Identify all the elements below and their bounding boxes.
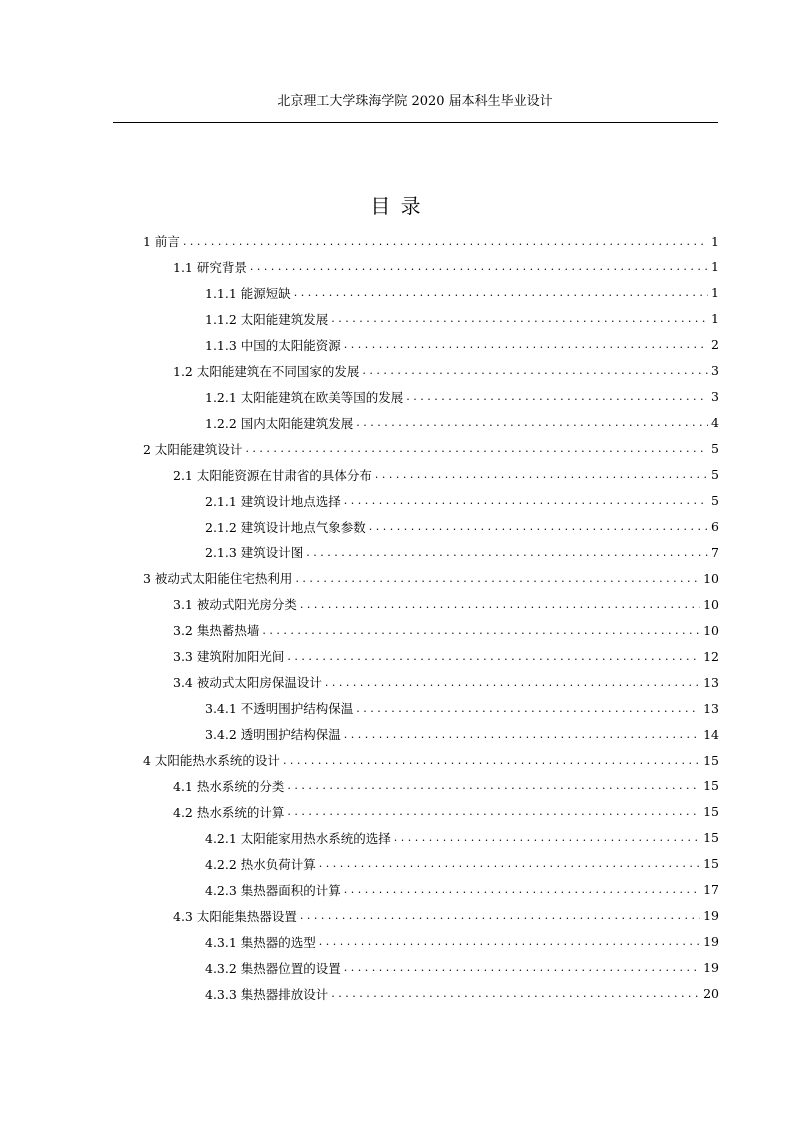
toc-dot-leader [406,390,708,403]
toc-entry-label: 2.1 太阳能资源在甘肃省的具体分布 [173,467,372,483]
toc-entry-page-number: 5 [711,467,719,482]
toc-dot-leader [294,286,708,299]
toc-entry-label: 1.1.1 能源短缺 [205,285,291,301]
toc-dot-leader [344,338,708,351]
toc-dot-leader [375,468,708,481]
toc-entry-label: 1 前言 [143,234,180,249]
toc-entry-page-number: 2 [711,337,719,353]
toc-entry[interactable] [205,491,719,511]
toc-entry-label: 3.3 建筑附加阳光间 [173,649,285,665]
toc-dot-leader [319,935,700,948]
toc-dot-leader [300,909,700,922]
toc-entry[interactable] [173,465,719,485]
toc-entry[interactable] [205,413,719,433]
toc-entry-page-number: 1 [711,259,719,275]
toc-entry-label: 1.2.2 国内太阳能建筑发展 [205,415,354,431]
toc-entry-page-number: 15 [703,856,719,872]
toc-dot-leader [287,650,700,663]
page-title: 目 录 [370,194,423,218]
toc-dot-leader [331,312,708,325]
toc-entry[interactable] [205,517,719,537]
toc-entry-page-number: 15 [703,778,719,794]
toc-entry[interactable] [173,776,719,796]
toc-entry-page-number: 15 [703,830,719,846]
toc-entry[interactable] [205,984,719,1004]
toc-dot-leader [344,494,708,507]
toc-entry-page-number: 1 [711,311,719,327]
toc-entry[interactable] [205,828,719,848]
toc-dot-leader [250,260,708,273]
toc-entry-label: 1.2.1 太阳能建筑在欧美等国的发展 [205,389,404,405]
toc-entry-label: 3.1 被动式阳光房分类 [173,597,297,613]
toc-entry-label: 3.4 被动式太阳房保温设计 [173,675,322,691]
toc-entry-page-number: 1 [711,233,719,249]
toc-dot-leader [300,598,700,611]
toc-entry[interactable] [205,932,719,952]
toc-entry-page-number: 3 [711,363,719,379]
toc-entry[interactable] [173,646,719,666]
toc-entry[interactable] [173,620,719,640]
toc-dot-leader [306,546,708,559]
toc-entry-page-number: 13 [703,674,719,690]
toc-entry[interactable] [205,542,719,562]
toc-entry-page-number: 5 [711,493,719,508]
toc-entry-label: 3.4.2 透明围护结构保温 [205,727,341,742]
toc-entry-page-number: 12 [703,648,719,664]
toc-entry-label: 1.2 太阳能建筑在不同国家的发展 [173,363,360,379]
toc-entry-label: 2.1.1 建筑设计地点选择 [205,493,341,509]
toc-entry-page-number: 1 [711,285,719,301]
toc-entry[interactable] [205,724,719,744]
toc-dot-leader [394,831,700,844]
toc-entry-page-number: 10 [703,570,719,586]
toc-entry-page-number: 4 [711,415,719,431]
toc-entry-label: 2 太阳能建筑设计 [143,441,243,457]
toc-entry[interactable] [205,309,719,329]
toc-entry[interactable] [205,335,719,355]
toc-entry-label: 1.1 研究背景 [173,259,247,275]
toc-entry-page-number: 3 [711,389,719,405]
toc-entry-label: 4.2 热水系统的计算 [173,804,285,820]
toc-entry[interactable] [205,387,719,407]
toc-entry[interactable] [205,283,719,303]
toc-entry-label: 3.2 集热蓄热墙 [173,623,260,639]
toc-entry-label: 2.1.2 建筑设计地点气象参数 [205,519,366,535]
toc-entry-label: 4 太阳能热水系统的设计 [143,753,280,768]
toc-entry[interactable] [173,594,719,614]
toc-dot-leader [344,728,700,741]
toc-dot-leader [245,442,708,455]
toc-entry[interactable] [173,672,719,692]
toc-entry[interactable] [143,439,719,459]
toc-entry-page-number: 20 [703,986,719,1001]
toc-entry[interactable] [173,361,719,381]
toc-entry-label: 4.3.1 集热器的选型 [205,934,316,950]
toc-entry-label: 4.2.1 太阳能家用热水系统的选择 [205,830,391,846]
toc-entry-page-number: 15 [703,752,719,768]
toc-entry[interactable] [173,257,719,277]
toc-dot-leader [325,676,700,689]
toc-entry[interactable] [173,906,719,926]
toc-dot-leader [319,857,700,870]
toc-entry-label: 4.3.2 集热器位置的设置 [205,960,341,976]
toc-entry-label: 4.3 太阳能集热器设置 [173,908,297,924]
toc-entry-label: 2.1.3 建筑设计图 [205,545,304,561]
toc-entry[interactable] [205,698,719,718]
toc-entry-page-number: 10 [703,622,719,638]
toc-entry[interactable] [143,568,719,588]
toc-entry[interactable] [143,231,719,251]
toc-dot-leader [283,754,700,767]
toc-entry-label: 4.2.2 热水负荷计算 [205,856,316,872]
toc-dot-leader [344,883,700,896]
toc-dot-leader [295,572,700,585]
toc-entry-page-number: 15 [703,804,719,820]
toc-dot-leader [356,416,708,429]
toc-dot-leader [356,702,700,715]
toc-dot-leader [183,235,708,248]
toc-entry-page-number: 7 [711,544,719,560]
toc-entry-label: 3.4.1 不透明围护结构保温 [205,701,354,717]
toc-entry-label: 3 被动式太阳能住宅热利用 [143,571,293,587]
toc-entry-page-number: 10 [703,596,719,612]
toc-entry[interactable] [205,958,719,978]
toc-entry-page-number: 19 [703,908,719,924]
toc-entry-page-number: 19 [703,934,719,950]
toc-entry[interactable] [205,880,719,900]
toc-dot-leader [362,364,708,377]
toc-dot-leader [287,805,700,818]
toc-entry-label: 4.2.3 集热器面积的计算 [205,882,341,898]
toc-entry-page-number: 6 [711,519,719,534]
toc-entry-page-number: 14 [703,726,719,742]
toc-entry-page-number: 13 [703,700,719,716]
toc-entry-page-number: 5 [711,441,719,457]
toc-entry-label: 4.3.3 集热器排放设计 [205,986,329,1002]
toc-entry-page-number: 17 [703,882,719,898]
toc-entry[interactable] [143,750,719,770]
toc-dot-leader [344,961,700,974]
toc-entry-label: 4.1 热水系统的分类 [173,778,285,794]
toc-dot-leader [369,520,708,533]
toc-dot-leader [331,987,700,1000]
toc-entry-page-number: 19 [703,960,719,976]
toc-dot-leader [262,624,700,637]
toc-entry[interactable] [173,802,719,822]
toc-entry[interactable] [205,854,719,874]
toc-entry-label: 1.1.2 太阳能建筑发展 [205,311,329,327]
toc-dot-leader [287,779,700,792]
toc-entry-label: 1.1.3 中国的太阳能资源 [205,337,341,353]
running-header: 北京理工大学珠海学院 2020 届本科生毕业设计 [277,94,553,109]
